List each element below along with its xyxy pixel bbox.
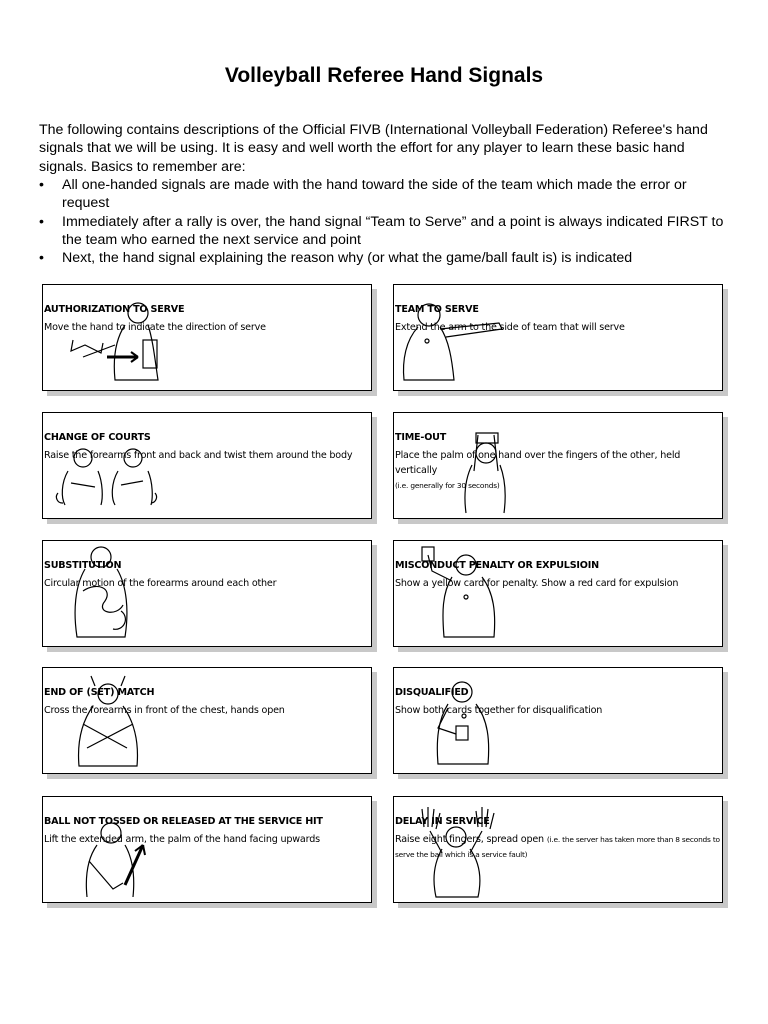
card-description: Place the palm of one hand over the fingers of the other, held vertically (i.e. generally for 30 seconds): [395, 450, 681, 490]
referee-figure-icon: [43, 413, 371, 518]
list-item: • All one-handed signals are made with the hand toward the side of the team which made the error or request: [39, 176, 729, 213]
signal-card-authorization-to-serve: [42, 284, 372, 391]
signal-card-team-to-serve: [393, 284, 723, 391]
signal-card-time-out: [393, 412, 723, 519]
card-heading: BALL NOT TOSSED OR RELEASED AT THE SERVICE HIT: [44, 816, 323, 827]
card-description: Extend the arm to the side of team that will serve: [395, 322, 625, 333]
intro-paragraph: The following contains descriptions of the Official FIVB (International Volleyball Federation) Referee's hand signals that we will be using. It is easy and well worth the effort for any player to learn these basic hand signals. Basics to remember are:: [39, 122, 708, 175]
referee-figure-icon: [43, 797, 371, 902]
page-title: Volleyball Referee Hand Signals: [224, 64, 544, 87]
referee-figure-icon: [394, 541, 722, 646]
list-item: • Next, the hand signal explaining the reason why (or what the game/ball fault is) is indicated: [39, 249, 729, 267]
card-description: Show both cards together for disqualification: [395, 705, 603, 716]
card-heading: AUTHORIZATION TO SERVE: [44, 304, 185, 315]
referee-figure-icon: [43, 541, 371, 646]
card-note: (i.e. generally for 30 seconds): [395, 481, 500, 490]
card-description: Show a yellow card for penalty. Show a red card for expulsion: [395, 578, 679, 589]
card-description: Lift the extended arm, the palm of the hand facing upwards: [44, 834, 320, 845]
signal-card-change-of-courts: [42, 412, 372, 519]
signal-card-end-of-set-match: [42, 667, 372, 774]
list-item: • Immediately after a rally is over, the hand signal “Team to Serve” and a point is always indicated FIRST to the team who earned the next service and point: [39, 213, 729, 250]
card-heading: TIME-OUT: [395, 432, 447, 443]
signal-card-ball-not-tossed: [42, 796, 372, 903]
signal-card-substitution: [42, 540, 372, 647]
signal-card-delay-in-service: [393, 796, 723, 903]
card-description: Raise the forearms front and back and twist them around the body: [44, 450, 353, 461]
card-heading: TEAM TO SERVE: [395, 304, 479, 315]
card-description: Cross the forearms in front of the chest, hands open: [44, 705, 285, 716]
referee-figure-icon: [43, 668, 371, 773]
card-heading: DISQUALIFIED: [395, 687, 469, 698]
referee-figure-icon: [394, 285, 722, 390]
card-description: Circular motion of the forearms around each other: [44, 578, 277, 589]
referee-figure-icon: [43, 285, 371, 390]
card-description: Raise eight fingers, spread open (i.e. the server has taken more than 8 seconds to serve the ball which is a service fault): [395, 834, 720, 859]
signal-card-disqualified: [393, 667, 723, 774]
signal-card-misconduct-penalty: [393, 540, 723, 647]
card-heading: END OF (SET) MATCH: [44, 687, 155, 698]
card-heading: SUBSTITUTION: [44, 560, 122, 571]
basics-list: [39, 176, 729, 267]
referee-figure-icon: [394, 668, 722, 773]
card-description: Move the hand to indicate the direction of serve: [44, 322, 266, 333]
card-heading: MISCONDUCT PENALTY OR EXPULSIOIN: [395, 560, 599, 571]
card-heading: CHANGE OF COURTS: [44, 432, 151, 443]
card-note: (i.e. the server has taken more than 8 seconds to serve the ball which is a service fault): [395, 835, 720, 859]
card-heading: DELAY IN SERVICE: [395, 816, 490, 827]
